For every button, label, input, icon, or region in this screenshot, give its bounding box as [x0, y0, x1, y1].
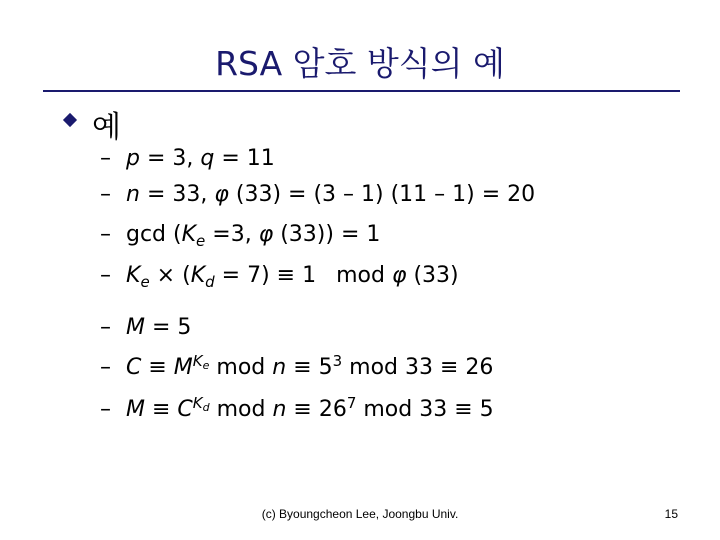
line-gcd: – $\gcd (K_e =3$, φ (33)) = 1 — [100, 222, 381, 250]
footer-credit: (c) Byoungcheon Lee, Joongbu Univ. — [261, 507, 459, 521]
line-key-inverse: – $K_e \times (K_d = 7) \equiv 1$ mod φ (33) — [100, 263, 459, 291]
page-number: 15 — [664, 507, 678, 521]
slide-title: RSA 암호 방식의 예 — [215, 44, 505, 83]
line-encryption: – $C \equiv M^{K_e}$ mod $n \equiv 5^3$ mod 33 ≡ 26 — [100, 352, 494, 380]
line-n-phi: – n = 33, φ (33) = (3 – 1) (11 – 1) = 20 — [100, 182, 536, 207]
title-divider — [43, 90, 680, 92]
diamond-bullet-icon — [62, 112, 78, 128]
line-p-q: – p = 3, q = 11 — [100, 146, 275, 171]
line-message: – M = 5 — [100, 315, 192, 340]
bullet-label: 예 — [92, 110, 121, 145]
line-decryption: – $M \equiv C^{K_d}$ mod $n \equiv 26^7$ mod 33 ≡ 5 — [100, 394, 494, 422]
